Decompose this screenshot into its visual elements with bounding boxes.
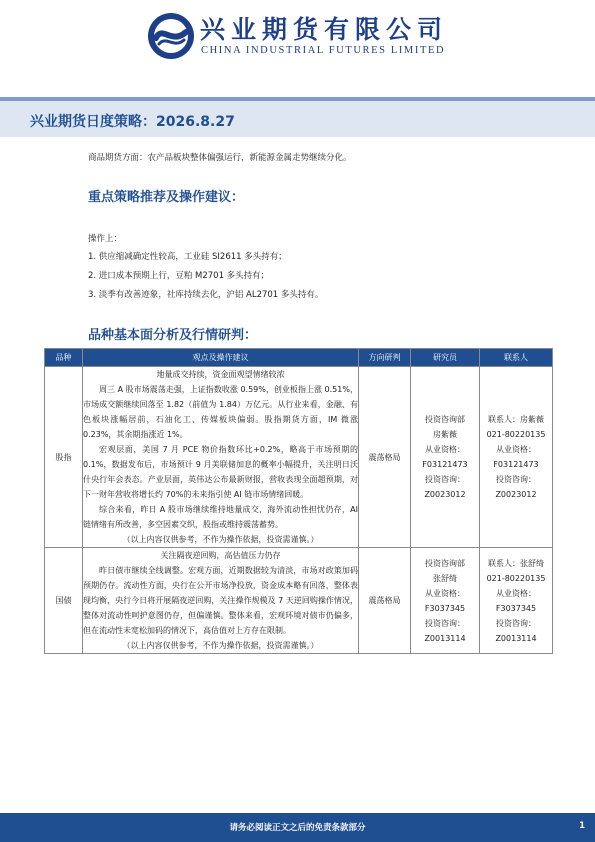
disclaimer-notice: 请务必阅读正文之后的免责条款部分 bbox=[229, 823, 366, 833]
analysis-table bbox=[44, 348, 553, 654]
ops-item: 2. 进口成本预期上行，豆粕 M2701 多头持有； bbox=[88, 271, 270, 281]
title-bar bbox=[0, 97, 595, 137]
table-row bbox=[45, 548, 553, 654]
contact-cell bbox=[480, 367, 553, 548]
contact-line: 从业资格： bbox=[496, 588, 536, 598]
contact-cell bbox=[480, 548, 553, 654]
opinion-cell bbox=[83, 548, 359, 654]
variety-cell: 股指 bbox=[45, 367, 83, 548]
researcher-line: F03121473 bbox=[422, 460, 468, 469]
table-row bbox=[45, 367, 553, 548]
researcher-cell bbox=[411, 367, 480, 548]
opinion-paragraph: 综合来看，昨日 A 股市场继续维持地量成交，海外流动性担忧仍存，AI 链情绪有所改善，多空因素交织，股指或维持震荡蓄势。 bbox=[83, 505, 358, 529]
opinion-cell bbox=[83, 367, 359, 548]
researcher-line: 从业资格： bbox=[425, 445, 465, 454]
opinion-disclaimer: （以上内容仅供参考，不作为操作依据，投资需谨慎。） bbox=[122, 641, 319, 650]
researcher-line: Z0013114 bbox=[424, 633, 466, 643]
title-bar-rule bbox=[0, 97, 595, 101]
variety-cell: 国债 bbox=[45, 548, 83, 654]
column-header: 观点及操作建议 bbox=[83, 349, 359, 367]
opinion-paragraph: 昨日债市继续全线调整。宏观方面，近期数据较为清淡，市场对政策加码预期仍存。流动性方面，央行在公开市场净投放，资金成本略有回落，整体表现均衡，央行今日将开展隔夜逆回购，关注操作规模及 7 天逆回购操作情况，整体对流动性呵护意图仍存，但偏谨慎。整体来看，宏观环境对债市仍偏多，但在流动性未宽松加码的情况下，高估值对上方存在限制。 bbox=[83, 566, 358, 635]
company-logo-icon bbox=[146, 11, 196, 61]
report-title: 兴业期货日度策略：2026.8.27 bbox=[30, 114, 235, 130]
contact-line: 联系人：房紫薇 bbox=[488, 415, 544, 424]
page-number: 1 bbox=[579, 821, 585, 831]
direction-cell: 震荡格局 bbox=[359, 367, 411, 548]
opinion-heading: 地量成交持续，资金面观望情绪较浓 bbox=[156, 370, 285, 379]
researcher-line: 房紫薇 bbox=[433, 430, 457, 439]
researcher-line: Z0023012 bbox=[424, 490, 466, 499]
researcher-line: 张舒绮 bbox=[433, 573, 457, 583]
contact-line: 021-80220135 bbox=[486, 430, 546, 439]
researcher-line: 从业资格： bbox=[425, 588, 465, 598]
researcher-line: 投资咨询： bbox=[425, 618, 465, 628]
ops-item: 3. 淡季有改善迹象，社库持续去化，沪铝 AL2701 多头持有。 bbox=[88, 290, 324, 300]
opinion-disclaimer: （以上内容仅供参考，不作为操作依据，投资需谨慎。） bbox=[122, 535, 319, 544]
opinion-paragraph: 宏观层面，美国 7 月 PCE 物价指数环比+0.2%，略高于市场预期的 0.1%，数据发布后，市场预计 9 月美联储加息的概率小幅提升，关注明日沃什央行年会表态。产业层面，英伟达公布最新财报，营收表现全面超预期，对下一财年营收将增长约 70%的未来指引使 AI 链市场情绪回暖。 bbox=[83, 445, 358, 499]
ops-item: 1. 供应缩减确定性较高，工业硅 SI2611 多头持有； bbox=[88, 252, 287, 262]
ops-list bbox=[88, 250, 323, 307]
opinion-heading: 关注隔夜逆回购，高估值压力仍存 bbox=[160, 551, 281, 560]
contact-line: F3037345 bbox=[495, 603, 537, 613]
contact-line: 021-80220135 bbox=[486, 573, 546, 583]
contact-line: F03121473 bbox=[493, 460, 539, 469]
contact-line: 从业资格： bbox=[496, 445, 536, 454]
contact-line: 投资咨询： bbox=[496, 475, 536, 484]
ops-label: 操作上： bbox=[88, 234, 123, 244]
contact-line: Z0013114 bbox=[495, 633, 537, 643]
contact-line: 投资咨询： bbox=[496, 618, 536, 628]
column-header: 联系人 bbox=[480, 349, 553, 367]
section-title-analysis: 品种基本面分析及行情研判： bbox=[88, 328, 258, 343]
table-header-row bbox=[45, 349, 553, 367]
researcher-line: 投资咨询部 bbox=[425, 415, 465, 424]
column-header: 方向研判 bbox=[359, 349, 411, 367]
company-name-cn: 兴业期货有限公司 bbox=[200, 15, 449, 44]
column-header: 研究员 bbox=[411, 349, 480, 367]
company-name-en: CHINA INDUSTRIAL FUTURES LIMITED bbox=[201, 45, 446, 56]
report-header bbox=[0, 0, 595, 80]
researcher-line: 投资咨询： bbox=[425, 475, 465, 484]
contact-line: Z0023012 bbox=[495, 490, 537, 499]
contact-line: 联系人：张舒绮 bbox=[488, 558, 544, 568]
direction-cell: 震荡格局 bbox=[359, 548, 411, 654]
section-title-strategy: 重点策略推荐及操作建议： bbox=[88, 190, 245, 205]
column-header: 品种 bbox=[45, 349, 83, 367]
market-summary: 商品期货方面：农产品板块整体偏强运行，新能源金属走势继续分化。 bbox=[88, 153, 352, 163]
researcher-cell bbox=[411, 548, 480, 654]
researcher-line: F3037345 bbox=[424, 603, 466, 613]
opinion-paragraph: 周三 A 股市场震荡走强，上证指数收涨 0.59%，创业板指上涨 0.51%，市场成交额继续回落至 1.82（前值为 1.84）万亿元。从行业来看，金融、有色板块涨幅居前，石油化工、传媒板块偏弱。股指期货方面，IM 微涨 0.23%，其余期指涨近 1%。 bbox=[83, 385, 358, 439]
page-footer bbox=[0, 813, 595, 842]
researcher-line: 投资咨询部 bbox=[425, 558, 465, 568]
